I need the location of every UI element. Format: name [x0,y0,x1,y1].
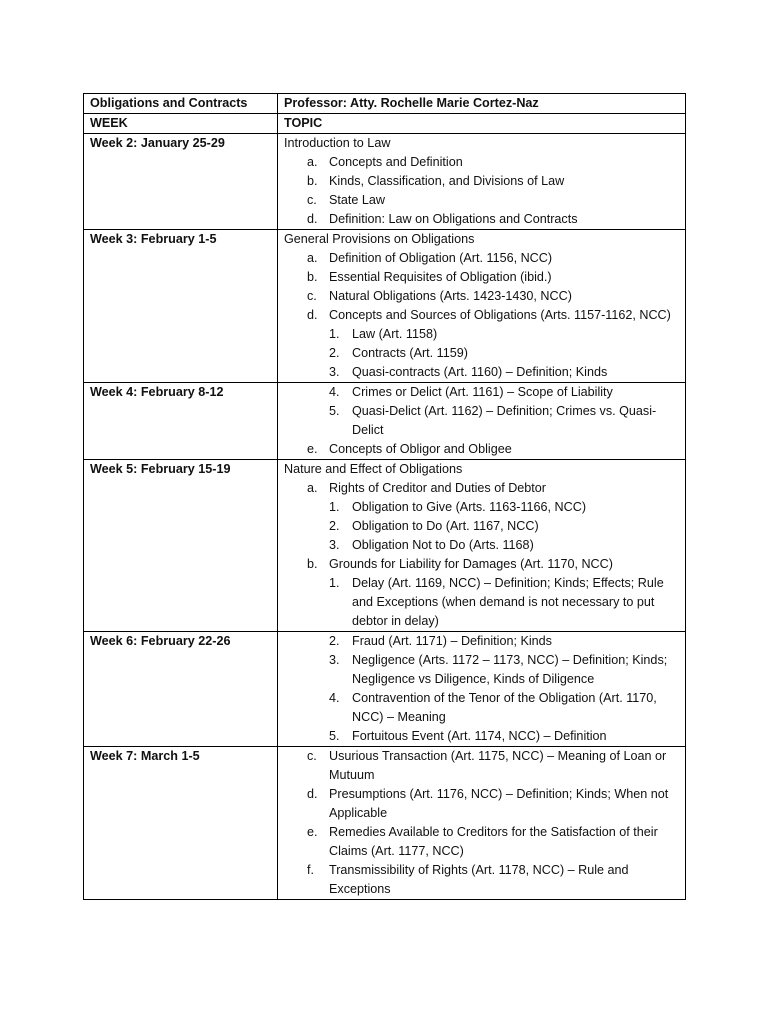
list-item-text: Concepts and Sources of Obligations (Arts. 1157-1162, NCC) [329,308,671,322]
syllabus-table [83,93,686,900]
list-item [284,306,679,325]
list-item-text: Usurious Transaction (Art. 1175, NCC) – Meaning of Loan or Mutuum [329,749,667,782]
list-marker: 1. [329,576,340,590]
week-column-header: WEEK [84,114,278,134]
list-item [284,268,679,287]
week-cell: Week 2: January 25-29 [84,134,278,230]
list-item-text: Delay (Art. 1169, NCC) – Definition; Kinds; Effects; Rule and Exceptions (when demand is not necessary to put debtor in delay) [352,576,664,628]
table-header-row-course [84,94,686,114]
list-marker: d. [307,787,318,801]
list-marker: 1. [329,500,340,514]
list-item [284,574,679,631]
list-marker: b. [307,557,318,571]
topic-heading [284,230,679,249]
list-marker: d. [307,212,318,226]
list-item [284,632,679,651]
list-item [284,172,679,191]
list-marker: a. [307,481,318,495]
list-item-text: Presumptions (Art. 1176, NCC) – Definition; Kinds; When not Applicable [329,787,669,820]
list-marker: 4. [329,385,340,399]
list-item-text: Introduction to Law [284,136,391,150]
list-item-text: Contravention of the Tenor of the Obligation (Art. 1170, NCC) – Meaning [352,691,657,724]
list-item-text: Fraud (Art. 1171) – Definition; Kinds [352,634,552,648]
list-item-text: General Provisions on Obligations [284,232,475,246]
list-item-text: Grounds for Liability for Damages (Art. 1170, NCC) [329,557,613,571]
list-item [284,383,679,402]
list-marker: f. [307,863,314,877]
list-item-text: Nature and Effect of Obligations [284,462,463,476]
list-marker: e. [307,442,318,456]
course-title: Obligations and Contracts [84,94,278,114]
list-item [284,727,679,746]
week-cell: Week 5: February 15-19 [84,460,278,632]
syllabus-table-body [84,94,686,900]
week-cell: Week 4: February 8-12 [84,383,278,460]
list-item-text: Obligation to Do (Art. 1167, NCC) [352,519,539,533]
list-marker: 5. [329,729,340,743]
list-item-text: Definition: Law on Obligations and Contracts [329,212,578,226]
list-item [284,823,679,861]
list-item [284,689,679,727]
list-item [284,325,679,344]
list-marker: 2. [329,519,340,533]
list-item-text: Essential Requisites of Obligation (ibid.) [329,270,552,284]
list-item-text: Definition of Obligation (Art. 1156, NCC) [329,251,553,265]
list-item [284,536,679,555]
list-item [284,747,679,785]
list-item [284,555,679,574]
list-item-text: Kinds, Classification, and Divisions of Law [329,174,565,188]
list-marker: 4. [329,691,340,705]
list-marker: 3. [329,653,340,667]
professor-name: Professor: Atty. Rochelle Marie Cortez-Naz [278,94,686,114]
list-marker: 3. [329,365,340,379]
list-item [284,861,679,899]
list-item-text: Quasi-Delict (Art. 1162) – Definition; Crimes vs. Quasi-Delict [352,404,657,437]
topic-cell [278,747,686,900]
list-item [284,153,679,172]
list-marker: b. [307,174,318,188]
table-row [84,747,686,900]
topic-heading [284,134,679,153]
topic-heading [284,460,679,479]
list-item [284,210,679,229]
list-marker: 5. [329,404,340,418]
list-marker: 3. [329,538,340,552]
list-item [284,440,679,459]
table-row [84,134,686,230]
list-item-text: Crimes or Delict (Art. 1161) – Scope of Liability [352,385,613,399]
topic-cell [278,230,686,383]
list-item [284,651,679,689]
list-marker: c. [307,749,317,763]
list-marker: c. [307,289,317,303]
list-item [284,344,679,363]
list-item [284,498,679,517]
list-marker: a. [307,251,318,265]
list-item-text: Negligence (Arts. 1172 – 1173, NCC) – Definition; Kinds; Negligence vs Diligence, Kinds of Diligence [352,653,668,686]
list-item-text: Rights of Creditor and Duties of Debtor [329,481,546,495]
list-item-text: Obligation Not to Do (Arts. 1168) [352,538,534,552]
list-marker: 2. [329,346,340,360]
list-marker: a. [307,155,318,169]
list-item [284,517,679,536]
list-item [284,287,679,306]
list-item-text: Contracts (Art. 1159) [352,346,468,360]
list-item-text: Transmissibility of Rights (Art. 1178, NCC) – Rule and Exceptions [329,863,629,896]
list-item [284,249,679,268]
table-row [84,383,686,460]
topic-cell [278,460,686,632]
list-marker: d. [307,308,318,322]
list-item [284,191,679,210]
topic-cell [278,632,686,747]
table-row [84,632,686,747]
list-item-text: Quasi-contracts (Art. 1160) – Definition; Kinds [352,365,608,379]
list-marker: 1. [329,327,340,341]
list-item [284,402,679,440]
week-cell: Week 3: February 1-5 [84,230,278,383]
list-item [284,785,679,823]
topic-cell [278,134,686,230]
list-item-text: Concepts of Obligor and Obligee [329,442,512,456]
week-cell: Week 6: February 22-26 [84,632,278,747]
list-marker: b. [307,270,318,284]
list-item-text: Remedies Available to Creditors for the Satisfaction of their Claims (Art. 1177, NCC) [329,825,658,858]
table-header-row-columns [84,114,686,134]
list-item [284,479,679,498]
list-marker: e. [307,825,318,839]
topic-column-header: TOPIC [278,114,686,134]
list-item-text: Natural Obligations (Arts. 1423-1430, NCC) [329,289,572,303]
list-item-text: Obligation to Give (Arts. 1163-1166, NCC) [352,500,587,514]
week-cell: Week 7: March 1-5 [84,747,278,900]
list-item-text: Law (Art. 1158) [352,327,438,341]
list-item-text: Concepts and Definition [329,155,463,169]
list-item-text: Fortuitous Event (Art. 1174, NCC) – Definition [352,729,607,743]
list-marker: c. [307,193,317,207]
table-row [84,460,686,632]
list-marker: 2. [329,634,340,648]
list-item [284,363,679,382]
list-item-text: State Law [329,193,386,207]
topic-cell [278,383,686,460]
table-row [84,230,686,383]
